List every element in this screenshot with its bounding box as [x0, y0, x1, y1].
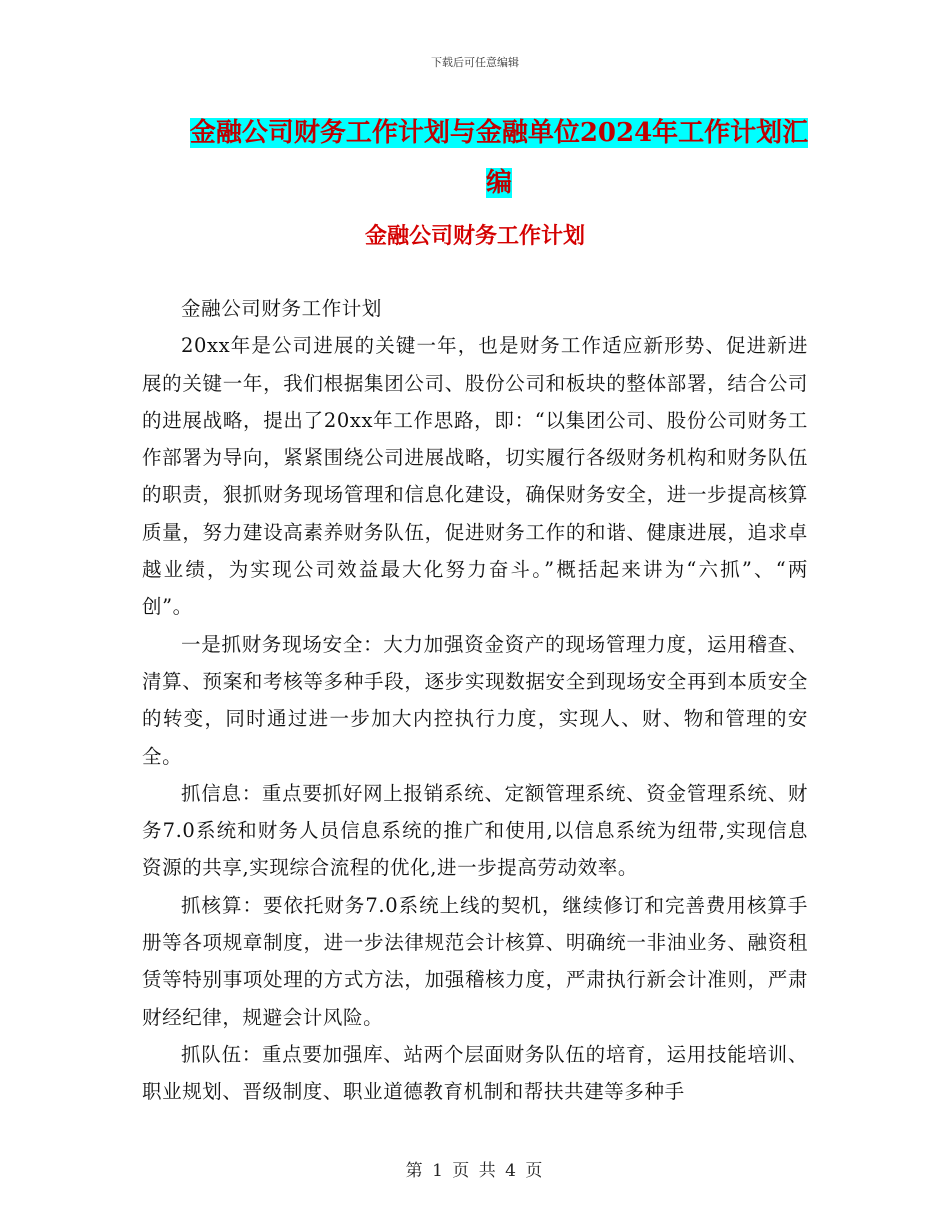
paragraph: 抓信息：重点要抓好网上报销系统、定额管理系统、资金管理系统、财务7.0系统和财务人员信息系统的推广和使用,以信息系统为纽带,实现信息资源的共享,实现综合流程的优化,进一步提高劳动效率。	[142, 781, 808, 880]
document-body	[142, 290, 808, 1111]
paragraph: 抓核算：要依托财务7.0系统上线的契机，继续修订和完善费用核算手册等各项规章制度，进一步法律规范会计核算、明确统一非油业务、融资租赁等特别事项处理的方式方法，加强稽核力度，严肃执行新会计准则，严肃财经纪律，规避会计风险。	[142, 893, 808, 1029]
document-title	[184, 108, 814, 208]
paragraph: 一是抓财务现场安全：大力加强资金资产的现场管理力度，运用稽查、清算、预案和考核等多种手段，逐步实现数据安全到现场安全再到本质安全的转变，同时通过进一步加大内控执行力度，实现人、财、物和管理的安全。	[142, 632, 808, 768]
header-note: 下载后可任意编辑	[431, 56, 519, 69]
paragraph: 20xx年是公司进展的关键一年，也是财务工作适应新形势、促进新进展的关键一年，我们根据集团公司、股份公司和板块的整体部署，结合公司的进展战略，提出了20xx年工作思路，即：“以集团公司、股份公司财务工作部署为导向，紧紧围绕公司进展战略，切实履行各级财务机构和财务队伍的职责，狠抓财务现场管理和信息化建设，确保财务安全，进一步提高核算质量，努力建设高素养财务队伍，促进财务工作的和谐、健康进展，追求卓越业绩，为实现公司效益最大化努力奋斗。”概括起来讲为“六抓”、“两创”。	[142, 334, 808, 619]
page-indicator: 第 1 页 共 4 页	[405, 1161, 545, 1181]
section-title: 金融公司财务工作计划	[364, 223, 585, 249]
paragraph: 金融公司财务工作计划	[181, 297, 383, 320]
paragraph: 抓队伍：重点要加强库、站两个层面财务队伍的培育，运用技能培训、职业规划、晋级制度、职业道德教育机制和帮扶共建等多种手	[142, 1042, 808, 1104]
document-title-text: 金融公司财务工作计划与金融单位2024年工作计划汇编	[189, 118, 809, 198]
